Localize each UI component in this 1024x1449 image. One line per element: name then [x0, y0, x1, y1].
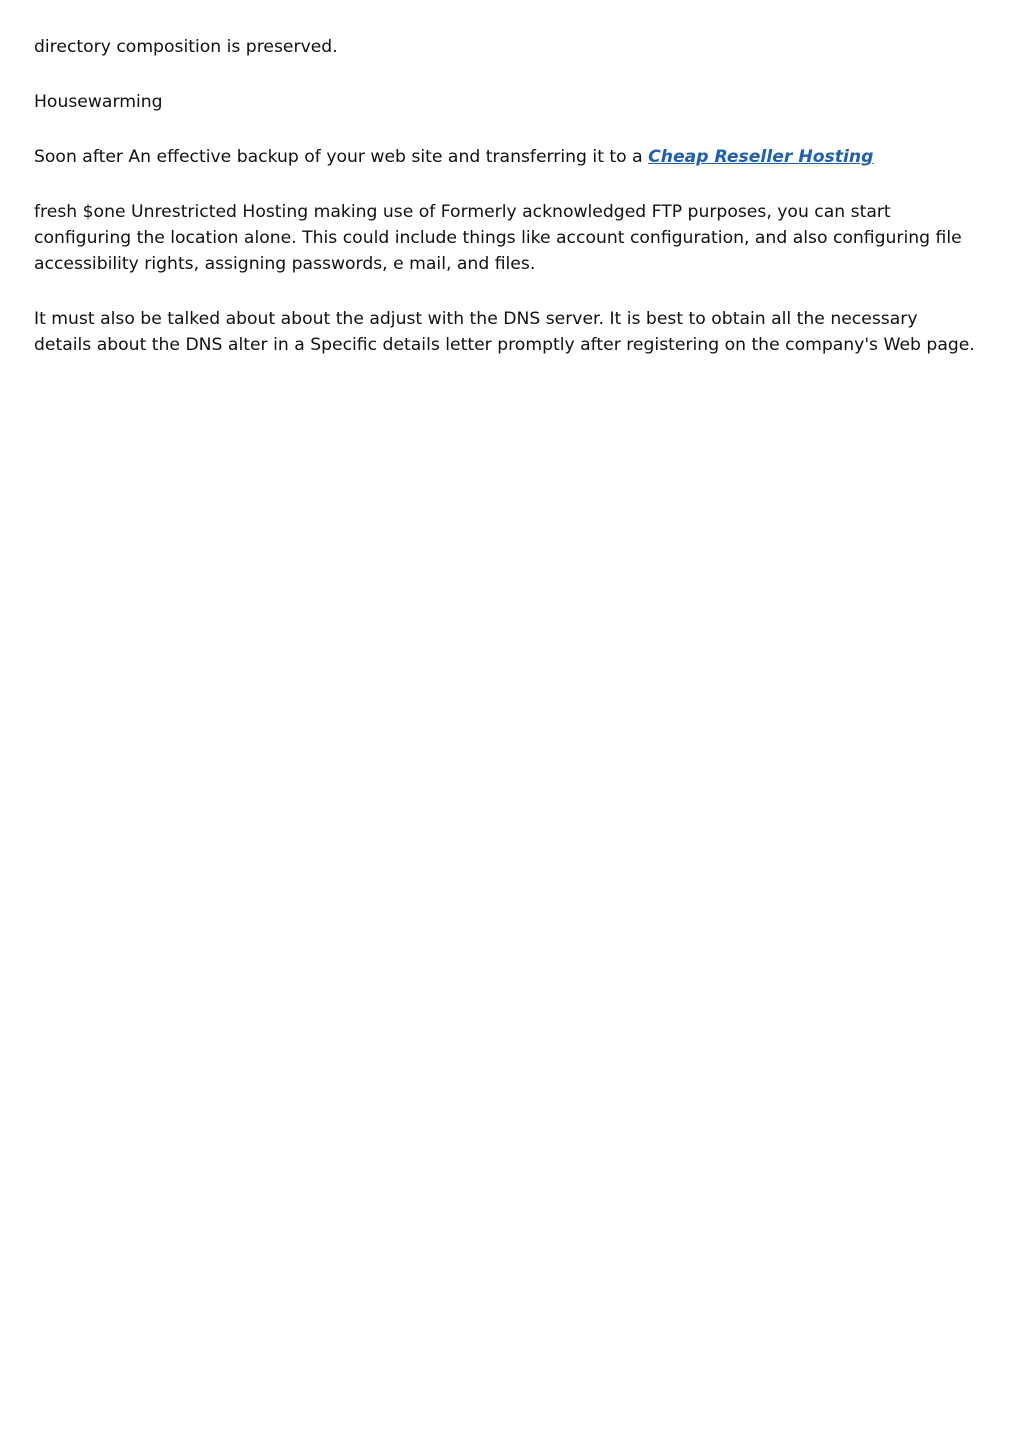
paragraph-directory: directory composition is preserved. — [34, 37, 338, 57]
paragraph-housewarming: Housewarming — [34, 92, 163, 112]
paragraph-backup — [34, 144, 979, 170]
cheap-reseller-hosting-link[interactable]: Cheap Reseller Hosting — [648, 147, 874, 167]
paragraph-dns: It must also be talked about about the adjust with the DNS server. It is best to obtain all the necessary details about the DNS alter in a Specific details letter promptly after registering on the company's Web page. — [34, 309, 975, 355]
paragraph-backup-text: Soon after An effective backup of your web site and transferring it to a — [34, 147, 649, 167]
document-body — [34, 34, 979, 387]
paragraph-configuration: fresh $one Unrestricted Hosting making use of Formerly acknowledged FTP purposes, you can start configuring the location alone. This could include things like account configuration, and also configuring file accessibility rights, assigning passwords, e mail, and files. — [34, 202, 962, 274]
